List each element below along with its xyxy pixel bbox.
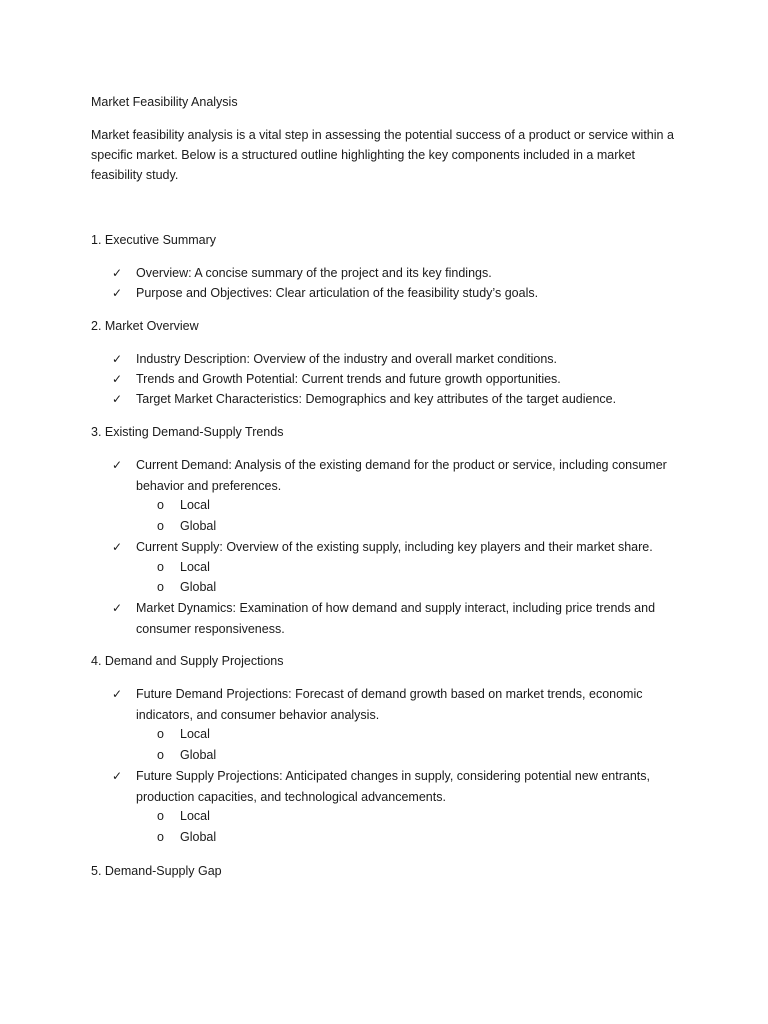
sub-bullet-icon: o — [157, 830, 164, 844]
section-heading: 1. Executive Summary — [91, 233, 217, 247]
sub-bullet-icon: o — [157, 560, 164, 574]
checkmark-icon: ✓ — [112, 769, 123, 783]
list-item: Industry Description: Overview of the industry and overall market conditions. — [136, 352, 558, 366]
list-item: Current Supply: Overview of the existing supply, including key players and their market share. — [136, 540, 653, 554]
checkmark-icon: ✓ — [112, 601, 123, 615]
checkmark-icon: ✓ — [112, 352, 123, 366]
checkmark-icon: ✓ — [112, 372, 123, 386]
checkmark-icon: ✓ — [112, 286, 123, 300]
section-heading: 2. Market Overview — [91, 319, 199, 333]
sub-list-item: Global — [180, 519, 217, 533]
checkmark-icon: ✓ — [112, 392, 123, 406]
sub-bullet-icon: o — [157, 580, 164, 594]
sub-bullet-icon: o — [157, 498, 164, 512]
sub-list-item: Global — [180, 748, 217, 762]
checkmark-icon: ✓ — [112, 540, 123, 554]
sub-bullet-icon: o — [157, 809, 164, 823]
sub-list-item: Local — [180, 560, 210, 574]
list-item: Market Dynamics: Examination of how demand and supply interact, including price trends and consumer responsiveness. — [136, 601, 656, 636]
section-heading: 3. Existing Demand-Supply Trends — [91, 425, 284, 439]
section-heading: 5. Demand-Supply Gap — [91, 864, 222, 878]
list-item: Purpose and Objectives: Clear articulation of the feasibility study’s goals. — [136, 286, 539, 300]
section-heading: 4. Demand and Supply Projections — [91, 654, 284, 668]
intro-paragraph: Market feasibility analysis is a vital step in assessing the potential success of a product or service within a specific market. Below is a structured outline highlighting the key components included in a market feasibility study. — [91, 128, 674, 182]
list-item: Future Supply Projections: Anticipated changes in supply, considering potential new entrants, production capacities, and technological advancements. — [136, 769, 650, 804]
list-item: Current Demand: Analysis of the existing demand for the product or service, including consumer behavior and preferences. — [136, 458, 667, 493]
sub-list-item: Local — [180, 809, 210, 823]
sub-list-item: Local — [180, 498, 210, 512]
list-item: Trends and Growth Potential: Current trends and future growth opportunities. — [136, 372, 561, 386]
sub-list-item: Global — [180, 580, 217, 594]
sub-bullet-icon: o — [157, 748, 164, 762]
checkmark-icon: ✓ — [112, 687, 123, 701]
checkmark-icon: ✓ — [112, 266, 123, 280]
list-item: Overview: A concise summary of the project and its key findings. — [136, 266, 492, 280]
list-item: Future Demand Projections: Forecast of demand growth based on market trends, economic indicators, and consumer behavior analysis. — [136, 687, 643, 722]
checkmark-icon: ✓ — [112, 458, 123, 472]
document-title: Market Feasibility Analysis — [91, 95, 238, 109]
sub-list-item: Local — [180, 727, 210, 741]
sub-list-item: Global — [180, 830, 217, 844]
sub-bullet-icon: o — [157, 727, 164, 741]
list-item: Target Market Characteristics: Demographics and key attributes of the target audience. — [136, 392, 617, 406]
sub-bullet-icon: o — [157, 519, 164, 533]
